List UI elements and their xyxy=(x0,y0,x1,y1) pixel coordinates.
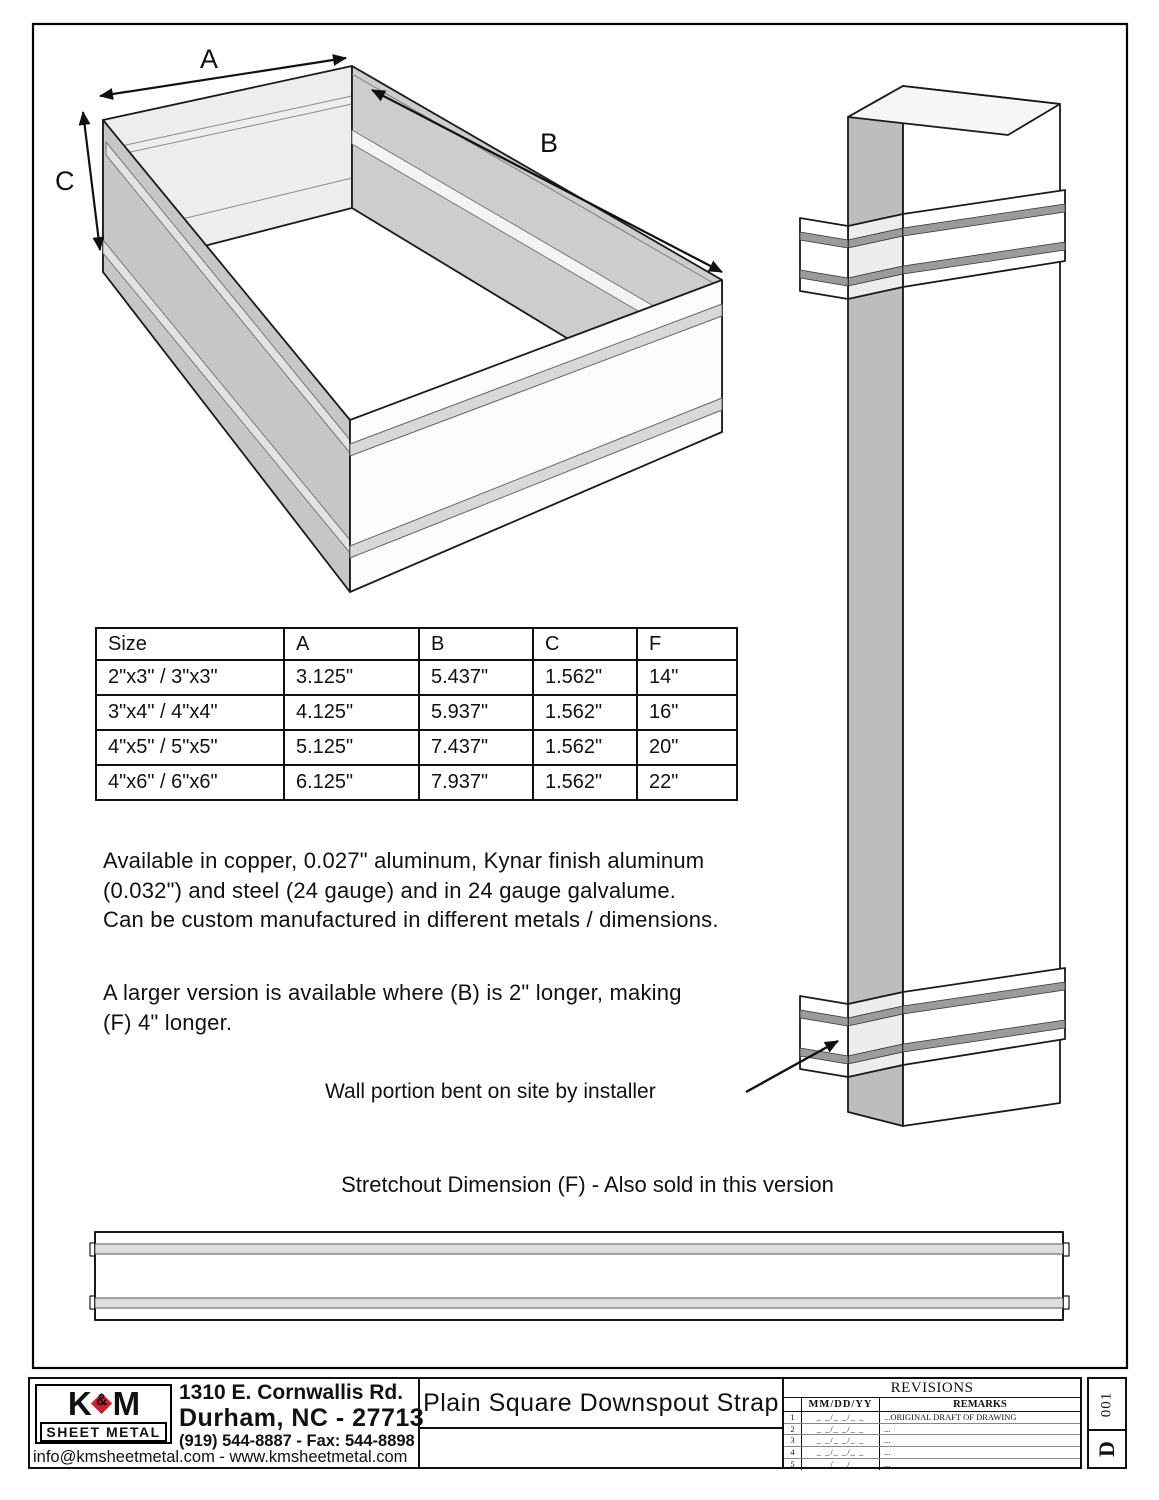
col-header-c: C xyxy=(533,628,637,660)
logo-diamond-icon xyxy=(92,1394,112,1414)
revision-remarks: ... xyxy=(884,1447,891,1458)
title-section xyxy=(420,1379,784,1467)
revision-remarks: ... xyxy=(884,1435,891,1446)
cell-c: 1.562" xyxy=(533,730,637,765)
materials-note-line2: (0.032") and steel (24 gauge) and in 24 gauge galvalume. xyxy=(103,877,677,903)
revision-num: 1 xyxy=(784,1412,802,1423)
dim-b-label: B xyxy=(540,128,559,158)
logo-letter-m: M xyxy=(112,1385,140,1422)
table-row xyxy=(96,730,737,765)
col-header-size: Size xyxy=(96,628,284,660)
revision-remarks: ...ORIGINAL DRAFT OF DRAWING xyxy=(884,1412,1017,1422)
dim-a-label: A xyxy=(200,44,219,74)
revisions-num-header xyxy=(784,1398,802,1411)
cell-a: 3.125" xyxy=(284,660,419,695)
logo-letter-k: K xyxy=(67,1385,91,1422)
cell-c: 1.562" xyxy=(533,660,637,695)
downspout-view xyxy=(800,86,1065,1126)
materials-note-line1: Available in copper, 0.027" aluminum, Kynar finish aluminum xyxy=(103,848,705,873)
company-logo xyxy=(35,1384,172,1444)
cell-size: 2"x3" / 3"x3" xyxy=(96,660,284,695)
logo-letters xyxy=(37,1386,170,1422)
revision-num: 5 xyxy=(784,1459,802,1470)
wall-portion-callout: Wall portion bent on site by installer xyxy=(325,1080,656,1103)
revisions-table xyxy=(784,1379,1080,1467)
cell-f: 16" xyxy=(637,695,737,730)
address-line2: Durham, NC - 27713 xyxy=(179,1404,425,1432)
larger-version-line1: A larger version is available where (B) is 2" longer, making xyxy=(103,980,682,1005)
cell-size: 4"x6" / 6"x6" xyxy=(96,765,284,800)
revisions-title: REVISIONS xyxy=(784,1379,1080,1398)
sheet-size-cell xyxy=(1089,1431,1125,1467)
cell-b: 5.937" xyxy=(419,695,533,730)
col-header-f: F xyxy=(637,628,737,660)
revision-row xyxy=(784,1412,1080,1424)
cell-f: 20" xyxy=(637,730,737,765)
sheet-id-box xyxy=(1087,1377,1127,1469)
col-header-a: A xyxy=(284,628,419,660)
phone-line: (919) 544-8887 - Fax: 544-8898 xyxy=(179,1432,415,1450)
stretchout-profile-view xyxy=(90,1232,1069,1320)
cell-size: 3"x4" / 4"x4" xyxy=(96,695,284,730)
cell-a: 5.125" xyxy=(284,730,419,765)
cell-f: 22" xyxy=(637,765,737,800)
isometric-strap-view xyxy=(103,66,722,592)
cell-c: 1.562" xyxy=(533,695,637,730)
revision-row xyxy=(784,1447,1080,1459)
title-block xyxy=(28,1377,1082,1469)
revision-date: _ _/_ _/_ _ xyxy=(802,1412,880,1423)
sheet-size: D xyxy=(1093,1441,1119,1457)
cell-b: 7.437" xyxy=(419,730,533,765)
size-table xyxy=(95,627,738,801)
revisions-remarks-header: REMARKS xyxy=(953,1399,1007,1410)
cell-size: 4"x5" / 5"x5" xyxy=(96,730,284,765)
cell-a: 4.125" xyxy=(284,695,419,730)
table-row xyxy=(96,765,737,800)
revision-row xyxy=(784,1424,1080,1436)
revision-num: 2 xyxy=(784,1424,802,1435)
company-address xyxy=(179,1381,425,1451)
sheet-number-cell xyxy=(1089,1379,1125,1431)
logo-ampersand: & xyxy=(95,1392,108,1409)
cell-b: 5.437" xyxy=(419,660,533,695)
title-empty-cell xyxy=(420,1429,782,1467)
cell-c: 1.562" xyxy=(533,765,637,800)
revision-remarks: ... xyxy=(884,1458,891,1469)
stretchout-caption: Stretchout Dimension (F) - Also sold in this version xyxy=(341,1172,834,1197)
materials-note-line3: Can be custom manufactured in different metals / dimensions. xyxy=(103,907,719,932)
logo-subtitle: SHEET METAL xyxy=(40,1422,167,1442)
size-table-header-row xyxy=(96,628,737,660)
dim-c-arrow xyxy=(83,112,100,250)
revision-row xyxy=(784,1459,1080,1470)
revisions-header-row xyxy=(784,1398,1080,1412)
address-line1: 1310 E. Cornwallis Rd. xyxy=(179,1381,404,1404)
cell-f: 14" xyxy=(637,660,737,695)
larger-version-line2: (F) 4" longer. xyxy=(103,1009,233,1035)
revision-remarks: ... xyxy=(884,1423,891,1434)
web-line: info@kmsheetmetal.com - www.kmsheetmetal.com xyxy=(33,1448,408,1466)
revision-num: 4 xyxy=(784,1447,802,1458)
revision-num: 3 xyxy=(784,1435,802,1446)
sheet-number: 001 xyxy=(1098,1391,1115,1417)
cell-a: 6.125" xyxy=(284,765,419,800)
table-row xyxy=(96,695,737,730)
company-block xyxy=(30,1379,425,1467)
larger-version-note xyxy=(103,978,682,1037)
revision-date: _ _/_ _/_ _ xyxy=(802,1459,880,1470)
revision-row xyxy=(784,1435,1080,1447)
revision-date: _ _/_ _/_ _ xyxy=(802,1435,880,1446)
revision-date: _ _/_ _/_ _ xyxy=(802,1447,880,1458)
materials-note xyxy=(103,846,719,935)
dim-c-label: C xyxy=(55,166,75,196)
revision-date: _ _/_ _/_ _ xyxy=(802,1424,880,1435)
drawing-title: Plain Square Downspout Strap xyxy=(420,1379,782,1429)
revisions-date-header: MM/DD/YY xyxy=(802,1398,880,1411)
cell-b: 7.937" xyxy=(419,765,533,800)
table-row xyxy=(96,660,737,695)
col-header-b: B xyxy=(419,628,533,660)
